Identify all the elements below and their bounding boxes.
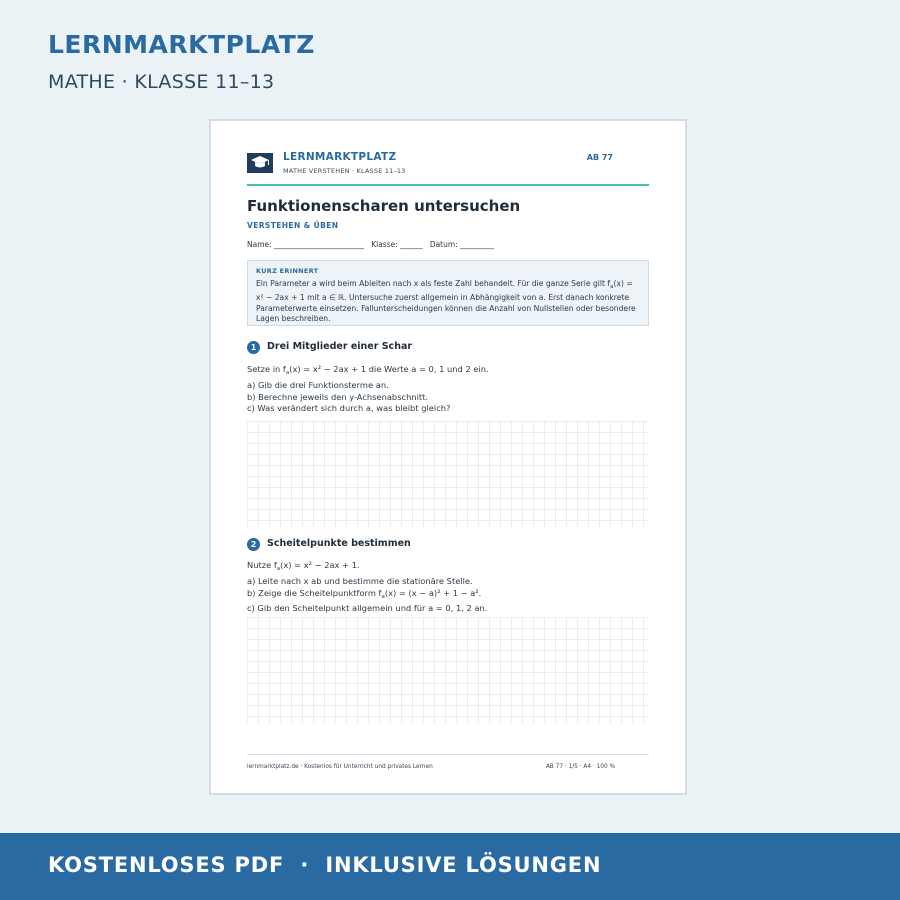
- task-2-title: Scheitelpunkte bestimmen: [267, 538, 411, 549]
- task-1-title: Drei Mitglieder einer Schar: [267, 341, 413, 352]
- datum-field: Datum: _________: [429, 240, 494, 249]
- banner-text: KOSTENLOSES PDF · INKLUSIVE LÖSUNGEN: [48, 853, 602, 877]
- worksheet-preview[interactable]: [209, 119, 687, 795]
- bottom-banner: [0, 833, 900, 900]
- task-2-number: 2: [247, 538, 260, 551]
- task-2-answer-grid: [247, 617, 649, 723]
- klasse-field: Klasse: ______: [371, 240, 423, 249]
- task-1-number: 1: [247, 341, 260, 354]
- name-field: Name: ________________________: [247, 240, 365, 249]
- reminder-label: KURZ ERINNERT: [256, 267, 319, 275]
- sheet-brand-subtitle: MATHE VERSTEHEN · KLASSE 11–13: [283, 167, 406, 175]
- sheet-brand: LERNMARKTPLATZ: [283, 151, 397, 163]
- task-1-answer-grid: [247, 421, 649, 527]
- student-fields: [247, 240, 494, 249]
- header-divider: [247, 184, 649, 186]
- reminder-text: Ein Parameter a wird beim Ableiten nach x als feste Zahl behandelt. Für die ganze Serie gilt $f_a(x) = x^2 - 2ax + 1$ mit a ∈ ℝ. Untersuche zuerst allgemein in Abhängigkeit von a. Erst danach konkrete Parameterwerte einsetzen. Fallunterscheidungen können die Anzahl von Nullstellen oder besondere Lagen beschreiben.: [256, 279, 636, 324]
- footer-divider: [247, 754, 649, 755]
- sheet-code: AB 77: [586, 153, 613, 162]
- reminder-box: [247, 260, 649, 326]
- task-2-text: Nutze $f_a(x) = x^2 - 2ax + 1$. a) Leite nach x ab und bestimme die stationäre Stelle. b) Zeige die Scheitelpunktform $f_a(x) = (x - a)^2 + 1 - a^2$. c) Gib den Scheitelpunkt allgemein und für a = 0, 1, 2 an.: [247, 560, 488, 614]
- footer-left: lernmarktplatz.de · Kostenlos für Unterricht und privates Lernen: [247, 764, 433, 770]
- brand-subtitle: MATHE · KLASSE 11–13: [48, 71, 275, 93]
- graduation-cap-logo-icon: [247, 151, 273, 173]
- footer-right: AB 77 · 1/5 · A4 · 100 %: [545, 764, 615, 770]
- task-1-text: Setze in $f_a(x) = x^2 - 2ax + 1$ die Werte a = 0, 1 und 2 ein. a) Gib die drei Funktionsterme an. b) Berechne jeweils den y-Achsenabschnitt. c) Was verändert sich durch a, was bleibt gleich?: [247, 364, 489, 414]
- brand-title: LERNMARKTPLATZ: [48, 30, 315, 59]
- sheet-title: Funktionenscharen untersuchen: [247, 197, 521, 215]
- sheet-subtitle: VERSTEHEN & ÜBEN: [247, 221, 339, 230]
